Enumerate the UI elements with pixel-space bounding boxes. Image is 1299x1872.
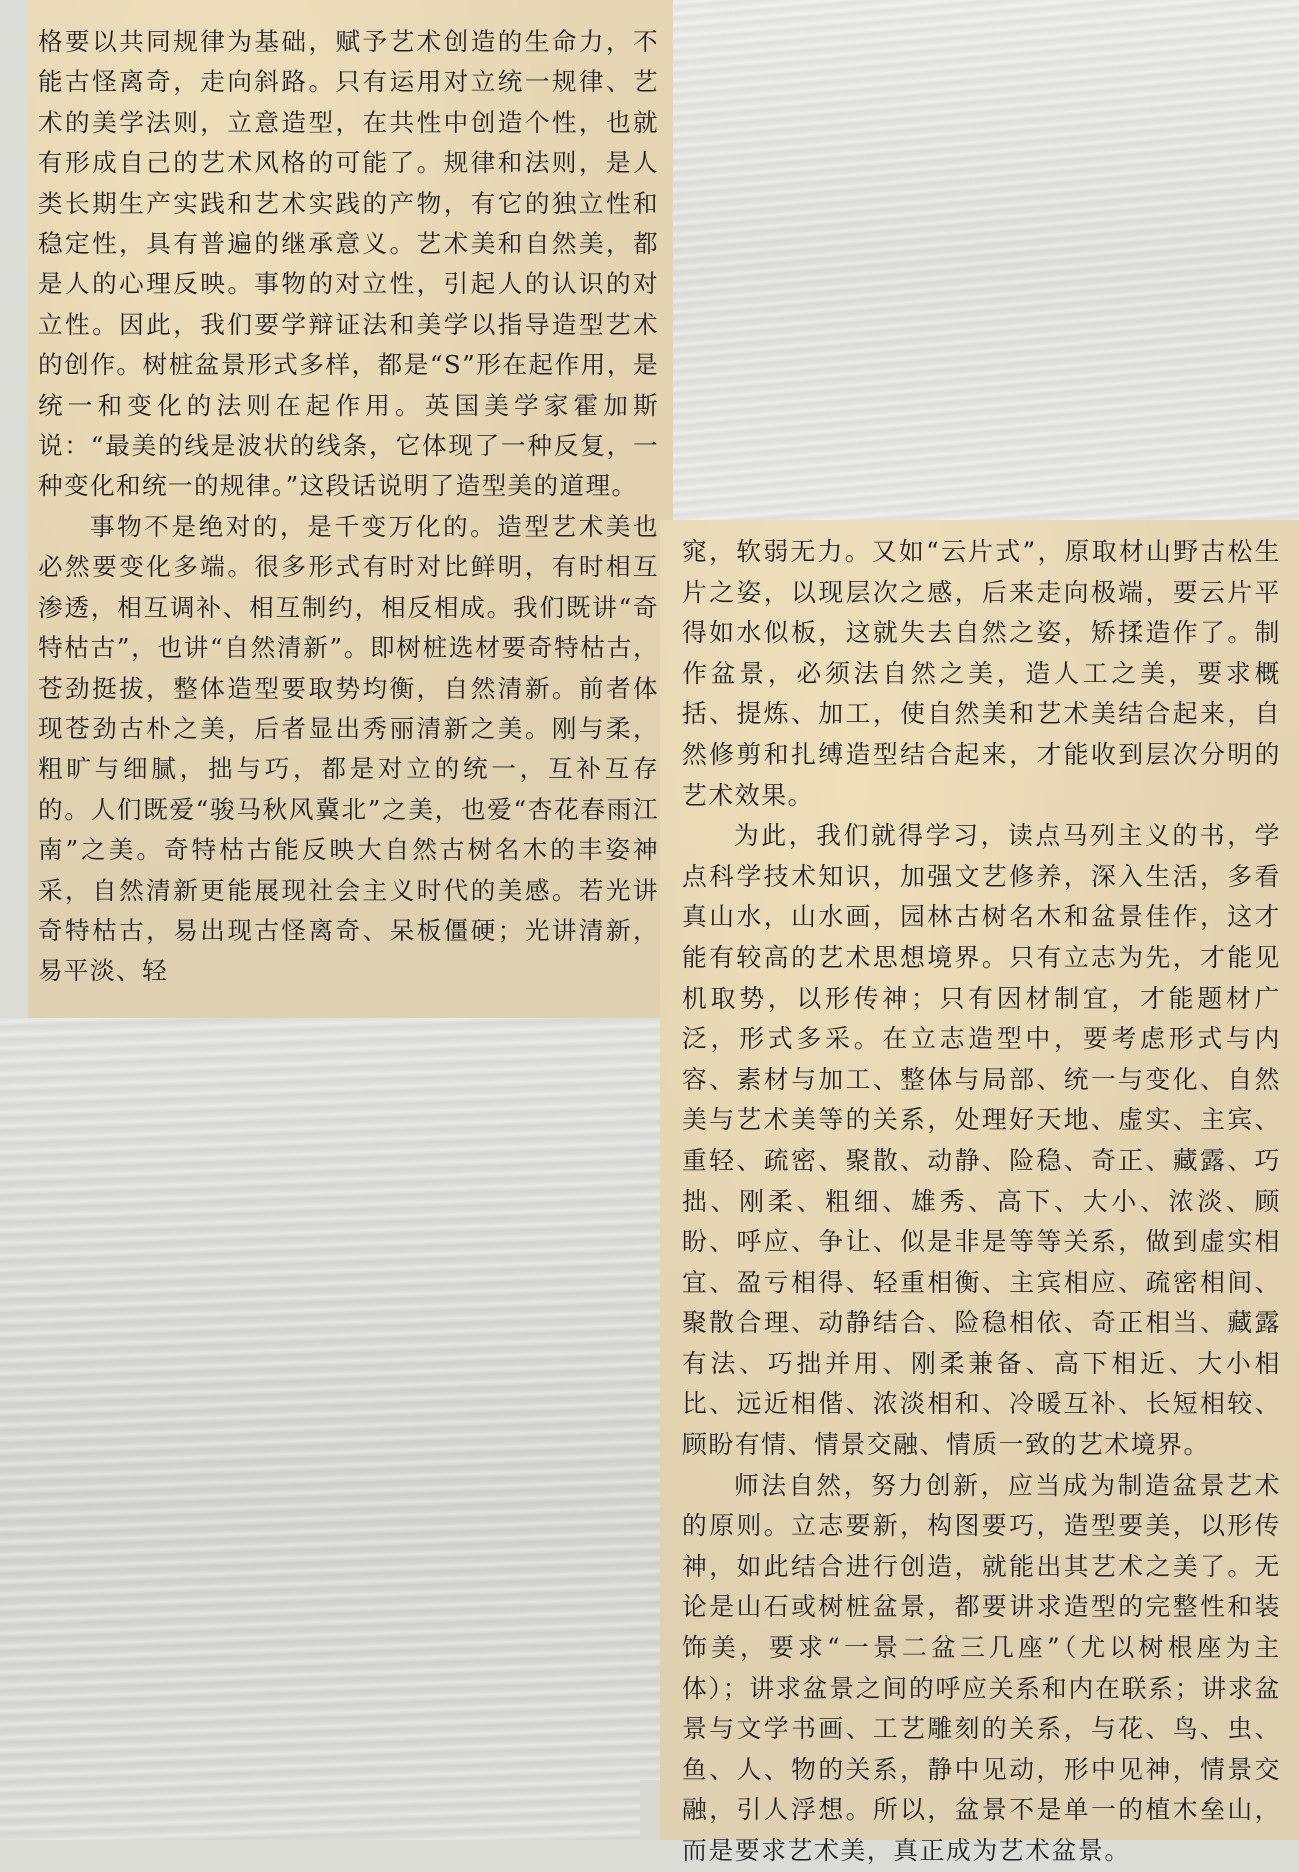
paragraph: 师法自然，努力创新，应当成为制造盆景艺术的原则。立志要新，构图要巧，造型要美，以形传神，如此结合进行创造，就能出其艺术之美了。无论是山石或树桩盆景，都要讲求造型的完整性和装饰美，要求“一景二盆三几座”（尤以树根座为主体）；讲求盆景之间的呼应关系和内在联系；讲求盆景与文学书画、工艺雕刻的关系，与花、鸟、虫、鱼、人、物的关系，静中见动，形中见神，情景交融，引人浮想。所以，盆景不是单一的植木垒山，而是要求艺术美，真正成为艺术盆景。 [682,1470,1281,1865]
background-paper-top-right [673,0,1299,520]
left-text-column [28,0,673,1018]
background-paper-bottom-left [0,1018,660,1840]
paragraph: 窕，软弱无力。又如“云片式”，原取材山野古松生片之姿，以现层次之感，后来走向极端，要云片平得如水似板，这就失去自然之姿，矫揉造作了。制作盆景，必须法自然之美，造人工之美，要求概括、提炼、加工，使自然美和艺术美结合起来，自然修剪和扎缚造型结合起来，才能收到层次分明的艺术效果。 [682,537,1281,810]
paragraph: 事物不是绝对的，是千变万化的。造型艺术美也必然要变化多端。很多形式有时对比鲜明，有时相互渗透，相互调补、相互制约，相反相成。我们既讲“奇特枯古”，也讲“自然清新”。即树桩选材要奇特枯古，苍劲挺拔，整体造型要取势均衡，自然清新。前者体现苍劲古朴之美，后者显出秀丽清新之美。刚与柔，粗旷与细腻，拙与巧，都是对立的统一，互补互存的。人们既爱“骏马秋风冀北”之美，也爱“杏花春雨江南”之美。奇特枯古能反映大自然古树名木的丰姿神采，自然清新更能展现社会主义时代的美感。若光讲奇特枯古，易出现古怪离奇、呆板僵硬；光讲清新，易平淡、轻 [38,511,659,986]
right-text-column [660,520,1299,1865]
paragraph: 格要以共同规律为基础，赋予艺术创造的生命力，不能古怪离奇，走向斜路。只有运用对立统一规律、艺术的美学法则，立意造型，在共性中创造个性，也就有形成自己的艺术风格的可能了。规律和法则，是人类长期生产实践和艺术实践的产物，有它的独立性和稳定性，具有普遍的继承意义。艺术美和自然美，都是人的心理反映。事物的对立性，引起人的认识的对立性。因此，我们要学辩证法和美学以指导造型艺术的创作。树桩盆景形式多样，都是“S”形在起作用，是统一和变化的法则在起作用。英国美学家霍加斯说：“最美的线是波状的线条，它体现了一种反复，一种变化和统一的规律。”这段话说明了造型美的道理。 [38,27,659,501]
paragraph: 为此，我们就得学习，读点马列主义的书，学点科学技术知识，加强文艺修养，深入生活，多看真山水，山水画，园林古树名木和盆景佳作，这才能有较高的艺术思想境界。只有立志为先，才能见机取势，以形传神；只有因材制宜，才能题材广泛，形式多采。在立志造型中，要考虑形式与内容、素材与加工、整体与局部、统一与变化、自然美与艺术美等的关系，处理好天地、虚实、主宾、重轻、疏密、聚散、动静、险稳、奇正、藏露、巧拙、刚柔、粗细、雄秀、高下、大小、浓淡、顾盼、呼应、争让、似是非是等等关系，做到虚实相宜、盈亏相得、轻重相衡、主宾相应、疏密相间、聚散合理、动静结合、险稳相依、奇正相当、藏露有法、巧拙并用、刚柔兼备、高下相近、大小相比、远近相偕、浓淡相和、冷暖互补、长短相较、顾盼有情、情景交融、情质一致的艺术境界。 [682,821,1281,1460]
